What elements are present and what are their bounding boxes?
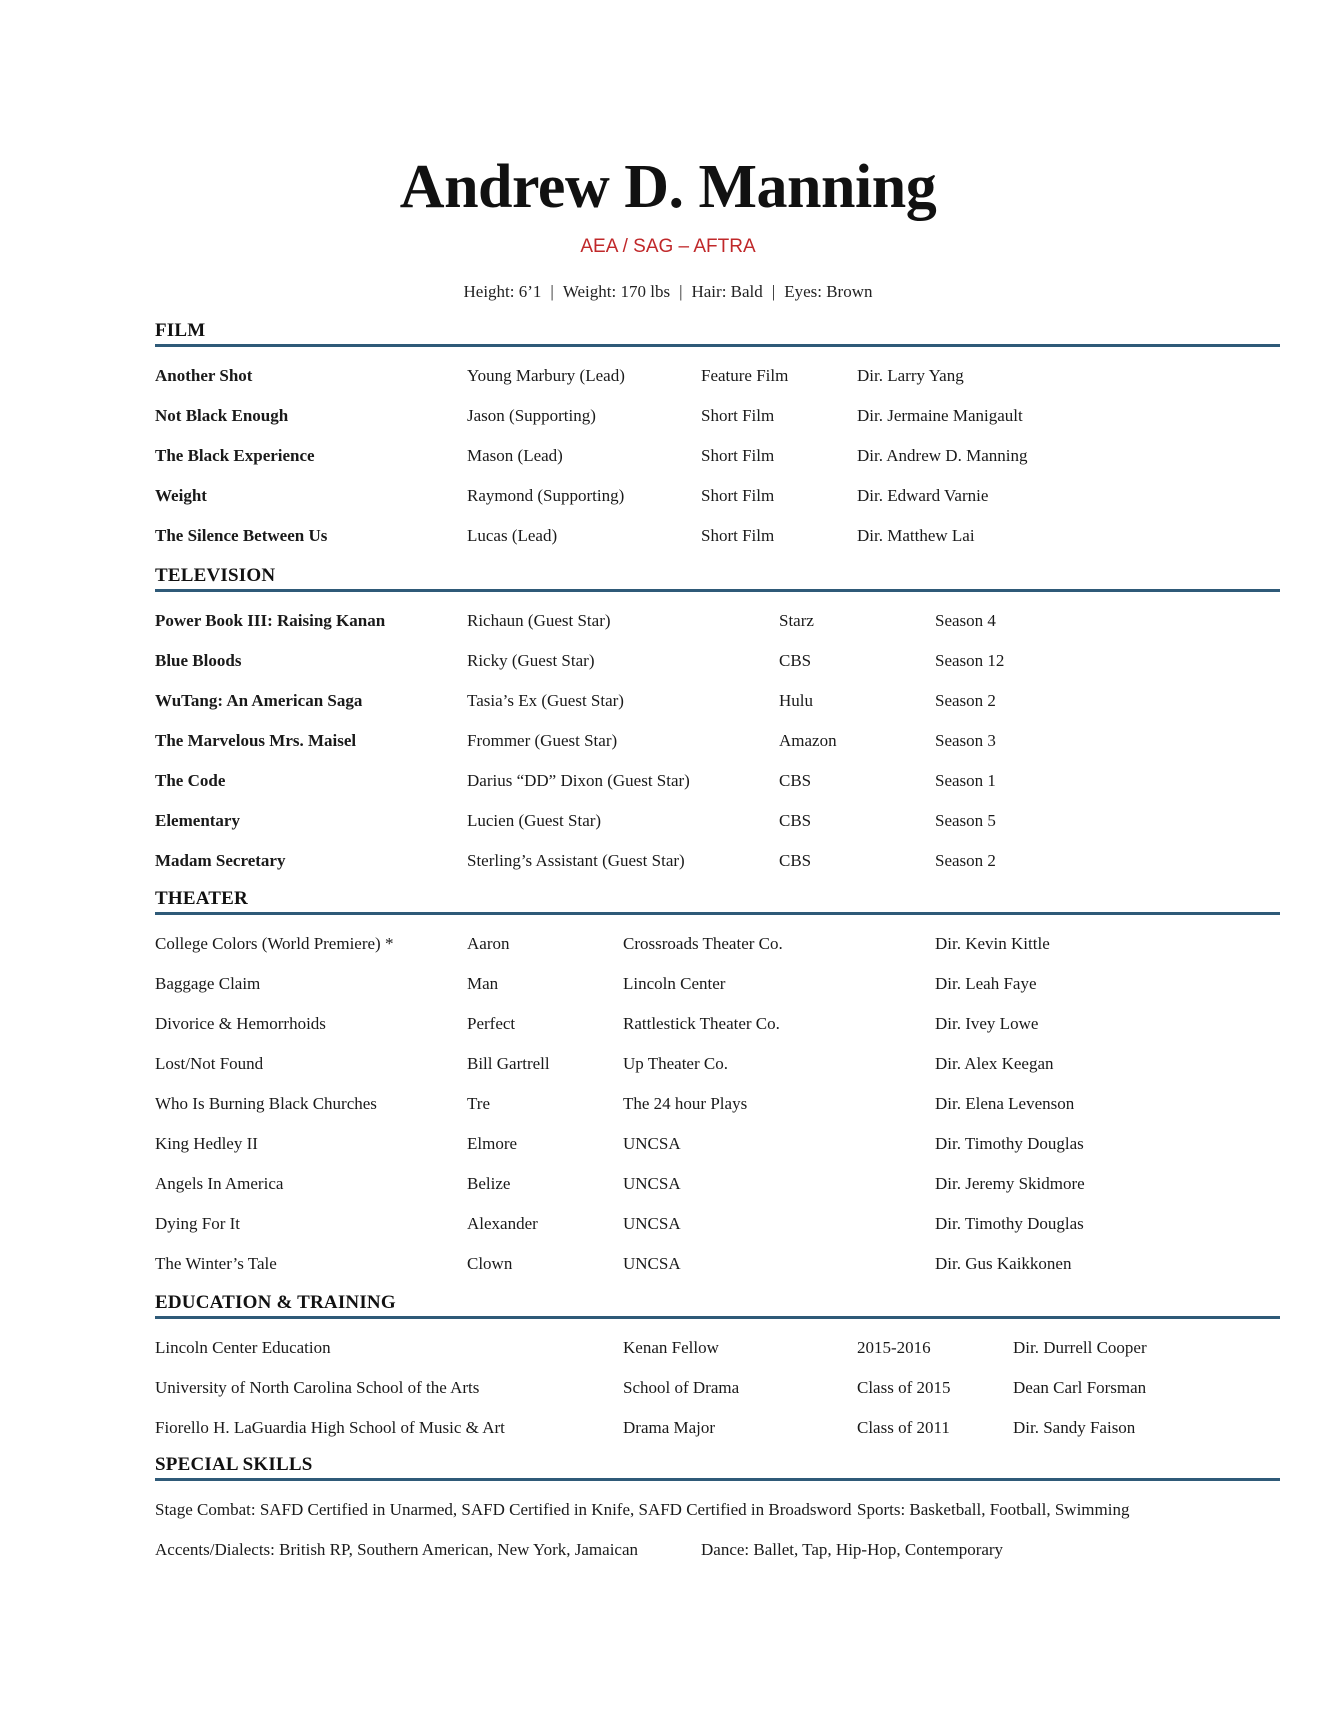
instructor: Dir. Durrell Cooper	[1013, 1338, 1147, 1357]
show-role: Tasia’s Ex (Guest Star)	[467, 691, 624, 710]
film-role: Mason (Lead)	[467, 446, 563, 465]
education-section	[155, 1290, 1280, 1456]
section-rule	[155, 589, 1280, 592]
show-title: Power Book III: Raising Kanan	[155, 611, 386, 630]
school-name: University of North Carolina School of the Arts	[155, 1378, 480, 1397]
play-director: Dir. Timothy Douglas	[935, 1214, 1084, 1233]
play-venue: Up Theater Co.	[623, 1054, 728, 1073]
show-season: Season 3	[935, 731, 996, 750]
play-title: The Winter’s Tale	[155, 1254, 277, 1273]
table-row	[155, 932, 1280, 972]
film-role: Young Marbury (Lead)	[467, 366, 625, 385]
show-network: Amazon	[779, 731, 837, 750]
film-type: Short Film	[701, 526, 775, 545]
table-row	[155, 689, 1280, 729]
show-network: Hulu	[779, 691, 813, 710]
play-title: Lost/Not Found	[155, 1054, 264, 1073]
play-title: Baggage Claim	[155, 974, 261, 993]
play-title: Who Is Burning Black Churches	[155, 1094, 377, 1113]
television-rows	[155, 609, 1280, 889]
section-title: SPECIAL SKILLS	[155, 1454, 313, 1475]
section-title: FILM	[155, 320, 206, 341]
table-row	[155, 484, 1280, 524]
education-rows	[155, 1336, 1280, 1456]
stat-separator: |	[550, 282, 554, 301]
show-network: CBS	[779, 651, 812, 670]
play-role: Perfect	[467, 1014, 516, 1033]
table-row	[155, 1498, 1280, 1538]
play-title: Divorice & Hemorrhoids	[155, 1014, 326, 1033]
show-title: The Code	[155, 771, 226, 790]
theater-section	[155, 886, 1280, 1292]
dates: Class of 2011	[857, 1418, 950, 1437]
dates: 2015-2016	[857, 1338, 931, 1357]
show-role: Ricky (Guest Star)	[467, 651, 595, 670]
film-section	[155, 318, 1280, 564]
table-row	[155, 972, 1280, 1012]
play-director: Dir. Alex Keegan	[935, 1054, 1054, 1073]
show-season: Season 5	[935, 811, 996, 830]
film-role: Raymond (Supporting)	[467, 486, 625, 505]
film-title: Weight	[155, 486, 207, 505]
play-venue: UNCSA	[623, 1254, 681, 1273]
table-row	[155, 1092, 1280, 1132]
section-rule	[155, 1316, 1280, 1319]
show-network: CBS	[779, 811, 812, 830]
show-title: The Marvelous Mrs. Maisel	[155, 731, 357, 750]
physical-stats	[0, 282, 1336, 302]
table-row	[155, 809, 1280, 849]
play-venue: UNCSA	[623, 1134, 681, 1153]
play-director: Dir. Kevin Kittle	[935, 934, 1050, 953]
play-role: Tre	[467, 1094, 490, 1113]
section-title: EDUCATION & TRAINING	[155, 1292, 396, 1313]
table-row	[155, 609, 1280, 649]
show-role: Darius “DD” Dixon (Guest Star)	[467, 771, 690, 790]
section-rule	[155, 912, 1280, 915]
play-role: Clown	[467, 1254, 513, 1273]
play-director: Dir. Jeremy Skidmore	[935, 1174, 1085, 1193]
television-section	[155, 563, 1280, 889]
actor-name: Andrew D. Manning	[399, 153, 937, 221]
table-row	[155, 1172, 1280, 1212]
film-role: Jason (Supporting)	[467, 406, 596, 425]
program: Kenan Fellow	[623, 1338, 719, 1357]
play-role: Belize	[467, 1174, 511, 1193]
play-title: College Colors (World Premiere) *	[155, 934, 394, 953]
film-title: Another Shot	[155, 366, 253, 385]
table-row	[155, 1052, 1280, 1092]
school-name: Lincoln Center Education	[155, 1338, 331, 1357]
film-director: Dir. Andrew D. Manning	[857, 446, 1028, 465]
section-rule	[155, 344, 1280, 347]
play-role: Aaron	[467, 934, 510, 953]
show-network: CBS	[779, 851, 812, 870]
table-row	[155, 729, 1280, 769]
table-row	[155, 1538, 1280, 1578]
film-role: Lucas (Lead)	[467, 526, 558, 545]
play-venue: Crossroads Theater Co.	[623, 934, 783, 953]
table-row	[155, 524, 1280, 564]
skill-combat: Stage Combat: SAFD Certified in Unarmed, SAFD Certified in Knife, SAFD Certified in Broadsword	[155, 1500, 852, 1519]
show-title: Blue Bloods	[155, 651, 242, 670]
film-director: Dir. Matthew Lai	[857, 526, 975, 545]
play-venue: Rattlestick Theater Co.	[623, 1014, 780, 1033]
show-season: Season 2	[935, 851, 996, 870]
show-role: Sterling’s Assistant (Guest Star)	[467, 851, 685, 870]
table-row	[155, 1252, 1280, 1292]
show-season: Season 4	[935, 611, 996, 630]
play-title: King Hedley II	[155, 1134, 258, 1153]
film-title: The Black Experience	[155, 446, 315, 465]
instructor: Dean Carl Forsman	[1013, 1378, 1147, 1397]
stat-separator: |	[771, 282, 776, 301]
show-season: Season 2	[935, 691, 996, 710]
film-director: Dir. Jermaine Manigault	[857, 406, 1023, 425]
table-row	[155, 1132, 1280, 1172]
stat-eyes: Eyes: Brown	[784, 282, 873, 301]
play-venue: Lincoln Center	[623, 974, 726, 993]
table-row	[155, 364, 1280, 404]
table-row	[155, 849, 1280, 889]
film-rows	[155, 364, 1280, 564]
skills-section	[155, 1452, 1280, 1578]
stat-height: Height: 6’1	[463, 282, 542, 301]
play-title: Angels In America	[155, 1174, 284, 1193]
film-title: Not Black Enough	[155, 406, 289, 425]
film-type: Short Film	[701, 446, 775, 465]
stat-separator: |	[679, 282, 683, 301]
union-affiliations: AEA / SAG – AFTRA	[580, 236, 756, 257]
table-row	[155, 1212, 1280, 1252]
show-title: Elementary	[155, 811, 240, 830]
show-role: Richaun (Guest Star)	[467, 611, 611, 630]
skills-rows	[155, 1498, 1280, 1578]
play-venue: The 24 hour Plays	[623, 1094, 748, 1113]
stat-hair: Hair: Bald	[691, 282, 763, 301]
play-role: Man	[467, 974, 499, 993]
play-director: Dir. Timothy Douglas	[935, 1134, 1084, 1153]
play-director: Dir. Gus Kaikkonen	[935, 1254, 1072, 1273]
show-title: WuTang: An American Saga	[155, 691, 363, 710]
show-season: Season 1	[935, 771, 996, 790]
table-row	[155, 404, 1280, 444]
instructor: Dir. Sandy Faison	[1013, 1418, 1136, 1437]
play-director: Dir. Leah Faye	[935, 974, 1037, 993]
table-row	[155, 649, 1280, 689]
show-network: CBS	[779, 771, 812, 790]
film-director: Dir. Edward Varnie	[857, 486, 989, 505]
play-role: Bill Gartrell	[467, 1054, 550, 1073]
film-title: The Silence Between Us	[155, 526, 328, 545]
section-rule	[155, 1478, 1280, 1481]
film-type: Short Film	[701, 406, 775, 425]
play-role: Alexander	[467, 1214, 538, 1233]
school-name: Fiorello H. LaGuardia High School of Music & Art	[155, 1418, 505, 1437]
film-type: Feature Film	[701, 366, 789, 385]
show-role: Frommer (Guest Star)	[467, 731, 618, 750]
play-director: Dir. Elena Levenson	[935, 1094, 1075, 1113]
table-row	[155, 1376, 1280, 1416]
film-type: Short Film	[701, 486, 775, 505]
skill-accents: Accents/Dialects: British RP, Southern American, New York, Jamaican	[155, 1540, 639, 1559]
skill-dance: Dance: Ballet, Tap, Hip-Hop, Contemporary	[701, 1540, 1004, 1559]
show-season: Season 12	[935, 651, 1005, 670]
program: School of Drama	[623, 1378, 740, 1397]
section-title: THEATER	[155, 888, 248, 909]
section-title: TELEVISION	[155, 565, 276, 586]
program: Drama Major	[623, 1418, 716, 1437]
table-row	[155, 1336, 1280, 1376]
table-row	[155, 1012, 1280, 1052]
film-director: Dir. Larry Yang	[857, 366, 964, 385]
show-title: Madam Secretary	[155, 851, 286, 870]
table-row	[155, 1416, 1280, 1456]
play-title: Dying For It	[155, 1214, 240, 1233]
play-director: Dir. Ivey Lowe	[935, 1014, 1039, 1033]
play-role: Elmore	[467, 1134, 518, 1153]
table-row	[155, 444, 1280, 484]
table-row	[155, 769, 1280, 809]
show-network: Starz	[779, 611, 814, 630]
theater-rows	[155, 932, 1280, 1292]
stat-weight: Weight: 170 lbs	[562, 282, 671, 301]
play-venue: UNCSA	[623, 1174, 681, 1193]
show-role: Lucien (Guest Star)	[467, 811, 602, 830]
skill-sports: Sports: Basketball, Football, Swimming	[857, 1500, 1130, 1519]
dates: Class of 2015	[857, 1378, 951, 1397]
play-venue: UNCSA	[623, 1214, 681, 1233]
